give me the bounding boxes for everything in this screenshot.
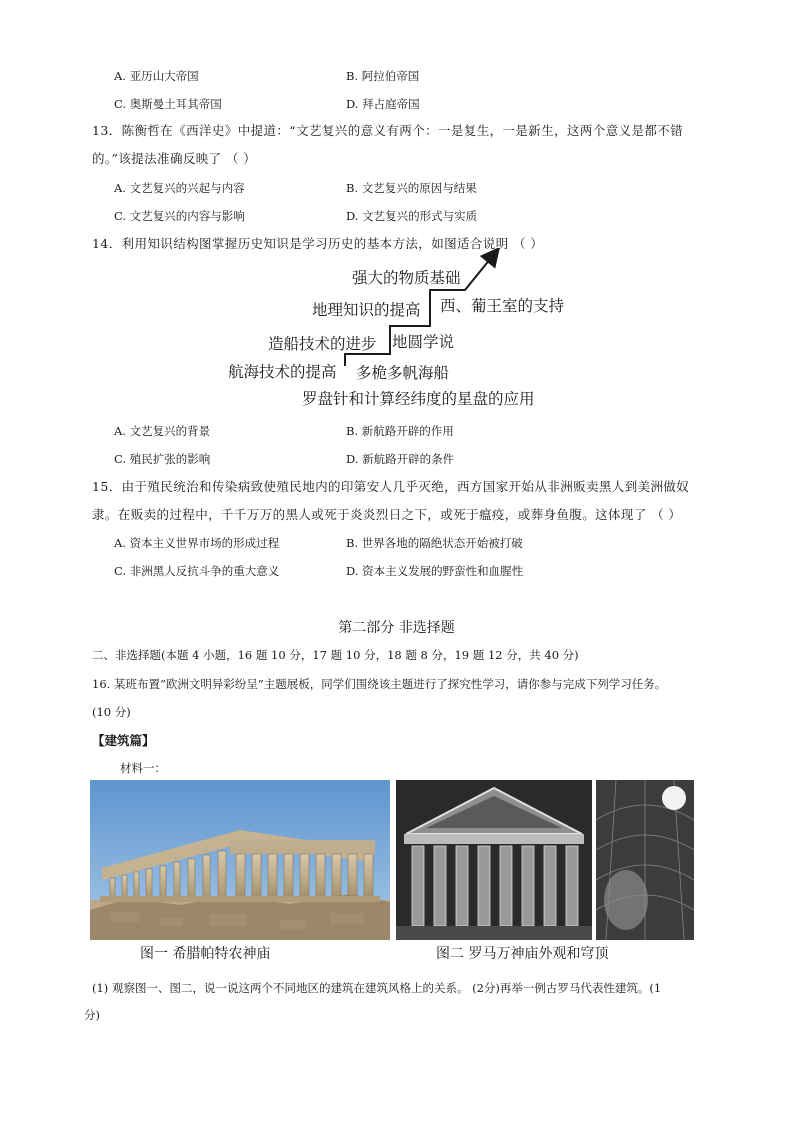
part2-title: 第二部分 非选择题 bbox=[338, 620, 455, 636]
q15-option-d: D. 资本主义发展的野蛮性和血腥性 bbox=[346, 564, 524, 578]
figure2-caption: 图二 罗马万神庙外观和穹顶 bbox=[436, 946, 609, 962]
q15-stem-line1: 15．由于殖民统治和传染病致使殖民地内的印第安人几乎灭绝，西方国家开始从非洲贩卖黑人到美洲做奴 bbox=[92, 479, 690, 494]
diagram-right-step-4: 罗盘针和计算经纬度的星盘的应用 bbox=[302, 390, 535, 408]
q15-stem-line2: 隶。在贩卖的过程中，千千万万的黑人或死于炎炎烈日之下，或死于瘟疫，或葬身鱼腹。这体现了 （ ） bbox=[92, 507, 682, 522]
part2-instruction: 二、非选择题(本题 4 小题，16 题 10 分，17 题 10 分，18 题 8 分，19 题 12 分，共 40 分) bbox=[92, 648, 579, 662]
q13-option-b: B. 文艺复兴的原因与结果 bbox=[346, 181, 477, 195]
pantheon-exterior-photo bbox=[396, 780, 592, 940]
diagram-right-step-1: 西、葡王室的支持 bbox=[440, 297, 565, 315]
q12-option-b: B. 阿拉伯帝国 bbox=[346, 69, 420, 83]
q13-option-d: D. 文艺复兴的形式与实质 bbox=[346, 209, 478, 223]
q13-stem-line1: 13．陈衡哲在《西洋史》中提道：“文艺复兴的意义有两个：一是复生，一是新生，这两个意义是都不错 bbox=[92, 123, 684, 138]
q15-option-a: A. 资本主义世界市场的形成过程 bbox=[114, 536, 280, 550]
diagram-left-step-1: 强大的物质基础 bbox=[352, 269, 461, 287]
q16-section-heading: 【建筑篇】 bbox=[92, 733, 155, 748]
q12-option-c: C. 奥斯曼土耳其帝国 bbox=[114, 97, 222, 111]
diagram-right-step-3: 多桅多帆海船 bbox=[356, 364, 450, 382]
q16-sub1-line1: (1) 观察图一、图二，说一说这两个不同地区的建筑在建筑风格上的关系。 (2分)再举一例古罗马代表性建筑。(1 bbox=[92, 981, 662, 995]
pantheon-dome-photo bbox=[596, 780, 694, 940]
q16-stem-line1: 16. 某班布置“欧洲文明异彩纷呈”主题展板，同学们围绕该主题进行了探究性学习，请你参与完成下列学习任务。 bbox=[92, 677, 667, 691]
q14-option-d: D. 新航路开辟的条件 bbox=[346, 452, 455, 466]
q16-material-label: 材料一： bbox=[120, 761, 166, 775]
q12-option-d: D. 拜占庭帝国 bbox=[346, 97, 420, 111]
diagram-left-step-4: 航海技术的提高 bbox=[228, 363, 337, 381]
q16-stem-line2: (10 分) bbox=[92, 705, 131, 719]
q13-option-c: C. 文艺复兴的内容与影响 bbox=[114, 209, 245, 223]
q15-option-c: C. 非洲黑人反抗斗争的重大意义 bbox=[114, 564, 280, 578]
figure1-caption: 图一 希腊帕特农神庙 bbox=[140, 946, 271, 962]
q14-stem: 14．利用知识结构图掌握历史知识是学习历史的基本方法，如图适合说明 （ ） bbox=[92, 236, 544, 251]
q13-option-a: A. 文艺复兴的兴起与内容 bbox=[114, 181, 245, 195]
parthenon-photo bbox=[90, 780, 390, 940]
q14-option-c: C. 殖民扩张的影响 bbox=[114, 452, 211, 466]
q15-option-b: B. 世界各地的隔绝状态开始被打破 bbox=[346, 536, 523, 550]
diagram-right-step-2: 地圆学说 bbox=[392, 333, 455, 351]
q12-option-a: A. 亚历山大帝国 bbox=[114, 69, 199, 83]
diagram-left-step-3: 造船技术的进步 bbox=[268, 335, 377, 353]
diagram-left-step-2: 地理知识的提高 bbox=[312, 301, 421, 319]
q14-option-a: A. 文艺复兴的背景 bbox=[114, 424, 211, 438]
q16-sub1-line2: 分) bbox=[84, 1008, 100, 1022]
q13-stem-line2: 的。”该提法准确反映了 （ ） bbox=[92, 151, 257, 166]
q14-option-b: B. 新航路开辟的作用 bbox=[346, 424, 454, 438]
